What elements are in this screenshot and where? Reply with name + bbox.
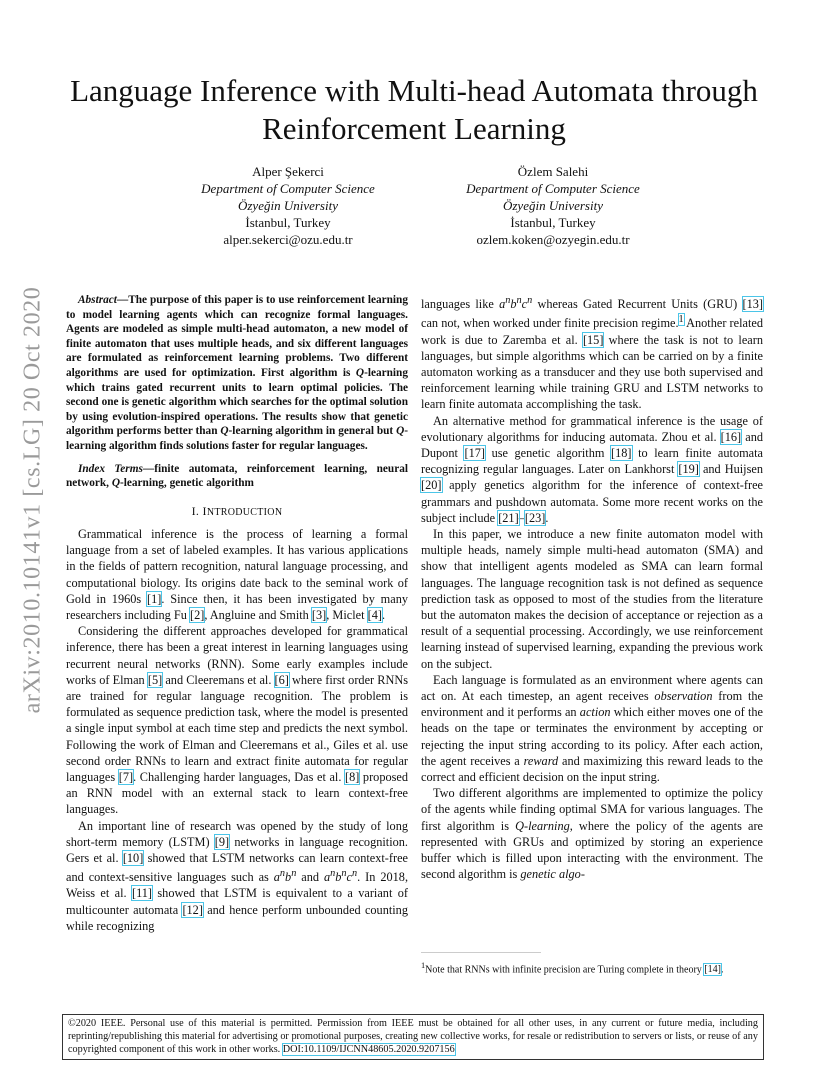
abstract: Abstract—The purpose of this paper is to use reinforcement learning to model learning agents which can recognize formal languages. Agents are modeled as simple multi-head automaton, a new model of finite automaton that uses multiple heads, and six different languages are formulated as reinforcement learning problems. Two different algorithms are used for optimization. First algorithm is Q-learning which trains gated recurrent units to learn optimal policies. The second one is genetic algorithm which searches for the optimal solution by using evolution-inspired operations. The results show that genetic algorithm performs better than Q-learning algorithm in general but Q-learning algorithm finds solutions faster for regular languages. [66,294,408,452]
paragraph: languages like $a^nb^nc^n$ whereas Gated Recurrent Units (GRU) [13] can not, when worked under finite precision regime.$^1$ Another related work is due to Zaremba et al. [15] where the task is not to learn languages, but simple algorithms which can be carried on by a finite automaton working as a transducer and they use both supervised and reinforcement learning while training GRU and LSTM networks to learn finite automata accomplishing the task. [421,295,764,412]
paragraph: Grammatical inference is the process of learning a formal language from a set of labeled examples. It has various applications in the fields of pattern recognition, natural language processing, and computational biology. Its origins date back to the seminal work of Gold in 1960s [1]. Since then, it has been investigated by many researchers including Fu [2], Angluine and Smith [3], Miclet [4]. [66,526,408,622]
paragraph: In this paper, we introduce a new finite automaton model with multiple heads, namely simple multi-head automaton (SMA) and show that intelligent agents modeled as SMA can learn formal languages. The language recognition task is not defined as sequence prediction task as opposed to most of the studies from the literature but the automaton makes the decision of acceptance or rejection as a result of a sequential processing. Accordingly, we use reinforcement learning instead of supervised learning, expanding the previous work on the subject. [421,527,763,671]
footnote-rule [421,952,541,953]
author-block-2 [403,163,703,248]
paragraph: Each language is formulated as an environment where agents can act on. At each timestep, an agent receives observation from the environment and it performs an action which either moves one of the heads on the tape or terminates the environment by accepting or rejecting the input string according to its policy. After each action, the agent receives a reward and maximizing this reward leads to the correct and efficient decision on the input string. [421,672,763,785]
author-univ: Özyeğin University [237,198,338,213]
footnote: $^1$Note that RNNs with infinite precision are Turing complete in theory [14]. [421,961,724,976]
author-univ: Özyeğin University [502,198,603,213]
paper-title: Language Inference with Multi-head Automata through Reinforcement Learning [70,73,758,146]
author-block-1 [138,163,438,248]
author-city: İstanbul, Turkey [510,215,596,230]
author-name: Özlem Salehi [517,164,589,179]
author-dept: Department of Computer Science [201,181,375,196]
paragraph: Two different algorithms are implemented to optimize the policy of the agents while finding optimal SMA for various languages. The first algorithm is Q-learning, where the policy of the agents are represented with GRUs and optimized by storing an experience buffer which is filled upon interacting with the environment. The second algorithm is genetic algo- [421,786,763,882]
left-column [66,293,408,934]
author-email[interactable]: ozlem.koken@ozyegin.edu.tr [476,232,630,247]
right-column [421,293,763,883]
copyright-notice: ©2020 IEEE. Personal use of this material is permitted. Permission from IEEE must be obtained for all other uses, in any current or future media, including reprinting/republishing this material for advertising or promotional purposes, creating new collective works, for resale or redistribution to servers or lists, or reuse of any copyrighted component of this work in other works. DOI:10.1109/IJCNN48605.2020.9207156 [62,1014,764,1060]
paragraph: An important line of research was opened by the study of long short-term memory (LSTM) [9] networks in language recognition. Gers et al. [10] showed that LSTM networks can learn context-free and context-sensitive languages such as $a^nb^n$ and $a^nb^nc^n$. In 2018, Weiss et al. [11] showed that LSTM is equivalent to a variant of multicounter automata [12] and hence perform unbounded counting while recognizing [66,818,409,933]
author-city: İstanbul, Turkey [245,215,331,230]
doi-link[interactable]: DOI:10.1109/IJCNN48605.2020.9207156 [282,1043,455,1055]
paragraph: An alternative method for grammatical inference is the usage of evolutionary algorithms for inducing automata. Zhou et al. [16] and Dupont [17] use genetic algorithm [18] to learn finite automata recognizing regular languages. Later on Lankhorst [19] and Huijsen [20] apply genetics algorithm for the inference of context-free grammars and pushdown automata. Some more recent works on the subject include [21]–[23]. [421,413,763,525]
arxiv-stamp: arXiv:2010.10141v1 [cs.LG] 20 Oct 2020 [19,286,46,714]
author-email[interactable]: alper.sekerci@ozu.edu.tr [223,232,353,247]
index-terms: Index Terms—finite automata, reinforcement learning, neural network, Q-learning, genetic algorithm [66,462,408,490]
author-name: Alper Şekerci [252,164,324,179]
author-dept: Department of Computer Science [466,181,640,196]
paragraph: Considering the different approaches developed for grammatical inference, there has been a great interest in learning languages using recurrent neural networks (RNN). Some early examples include works of Elman [5] and Cleeremans et al. [6] where first order RNNs are trained for regular language recognition. The problem is formulated as sequence prediction task, where the model is presented a single input symbol at each time step and predicts the next symbol. Following the work of Elman and Cleeremans et al., Giles et al. use second order RNNs to learn and extract finite automata for regular languages [7]. Challenging harder languages, Das et al. [8] proposed an RNN model with an external stack to learn context-free languages. [66,624,409,817]
section-heading: I. INTRODUCTION [191,503,283,518]
